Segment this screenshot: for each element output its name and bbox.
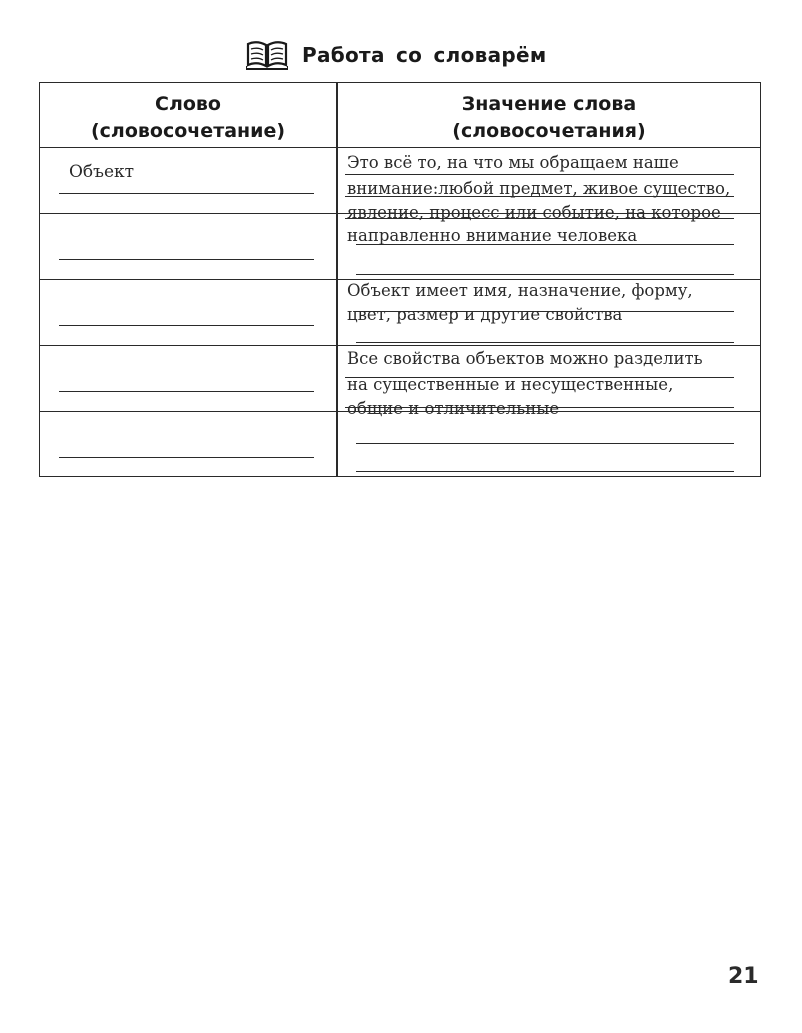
definition-writing-line xyxy=(356,274,734,275)
definition-writing-line xyxy=(356,443,734,444)
word-entry: Объект xyxy=(69,162,135,182)
definition-line: на существенные и несущественные, xyxy=(347,375,674,394)
word-writing-line xyxy=(59,325,314,326)
definition-line: Все свойства объектов можно разделить xyxy=(347,349,703,368)
page-title: Работа со словарём xyxy=(302,43,547,67)
word-writing-line xyxy=(59,193,314,194)
word-writing-line xyxy=(59,391,314,392)
definition-line: Это всё то, на что мы обращаем наше xyxy=(347,153,679,172)
definition-writing-line xyxy=(356,471,734,472)
row-divider xyxy=(40,345,760,346)
definition-line: явление, процесс или событие, на которое xyxy=(347,203,721,222)
section-heading xyxy=(246,38,547,72)
definition-line: Объект имеет имя, назначение, форму, xyxy=(347,281,693,300)
definition-writing-line xyxy=(345,174,734,175)
page-number: 21 xyxy=(728,964,759,989)
definition-writing-line xyxy=(356,342,734,343)
definition-line: цвет, размер и другие свойства xyxy=(347,305,623,324)
vocabulary-table xyxy=(39,82,761,477)
row-divider xyxy=(40,279,760,280)
open-book-icon xyxy=(246,40,288,70)
word-writing-line xyxy=(59,259,314,260)
definition-line: внимание:любой предмет, живое существо, xyxy=(347,179,731,198)
meaning-header-line2: (словосочетания) xyxy=(452,120,646,142)
word-column-header xyxy=(40,91,336,145)
row-divider xyxy=(40,147,760,148)
meaning-column-header xyxy=(338,91,760,145)
word-writing-line xyxy=(59,457,314,458)
definition-line: общие и отличительные xyxy=(347,399,560,418)
word-header-line1: Слово xyxy=(155,93,221,115)
word-header-line2: (словосочетание) xyxy=(90,120,286,142)
meaning-header-line1: Значение слова xyxy=(461,93,637,115)
definition-line: направленно внимание человека xyxy=(347,226,638,245)
